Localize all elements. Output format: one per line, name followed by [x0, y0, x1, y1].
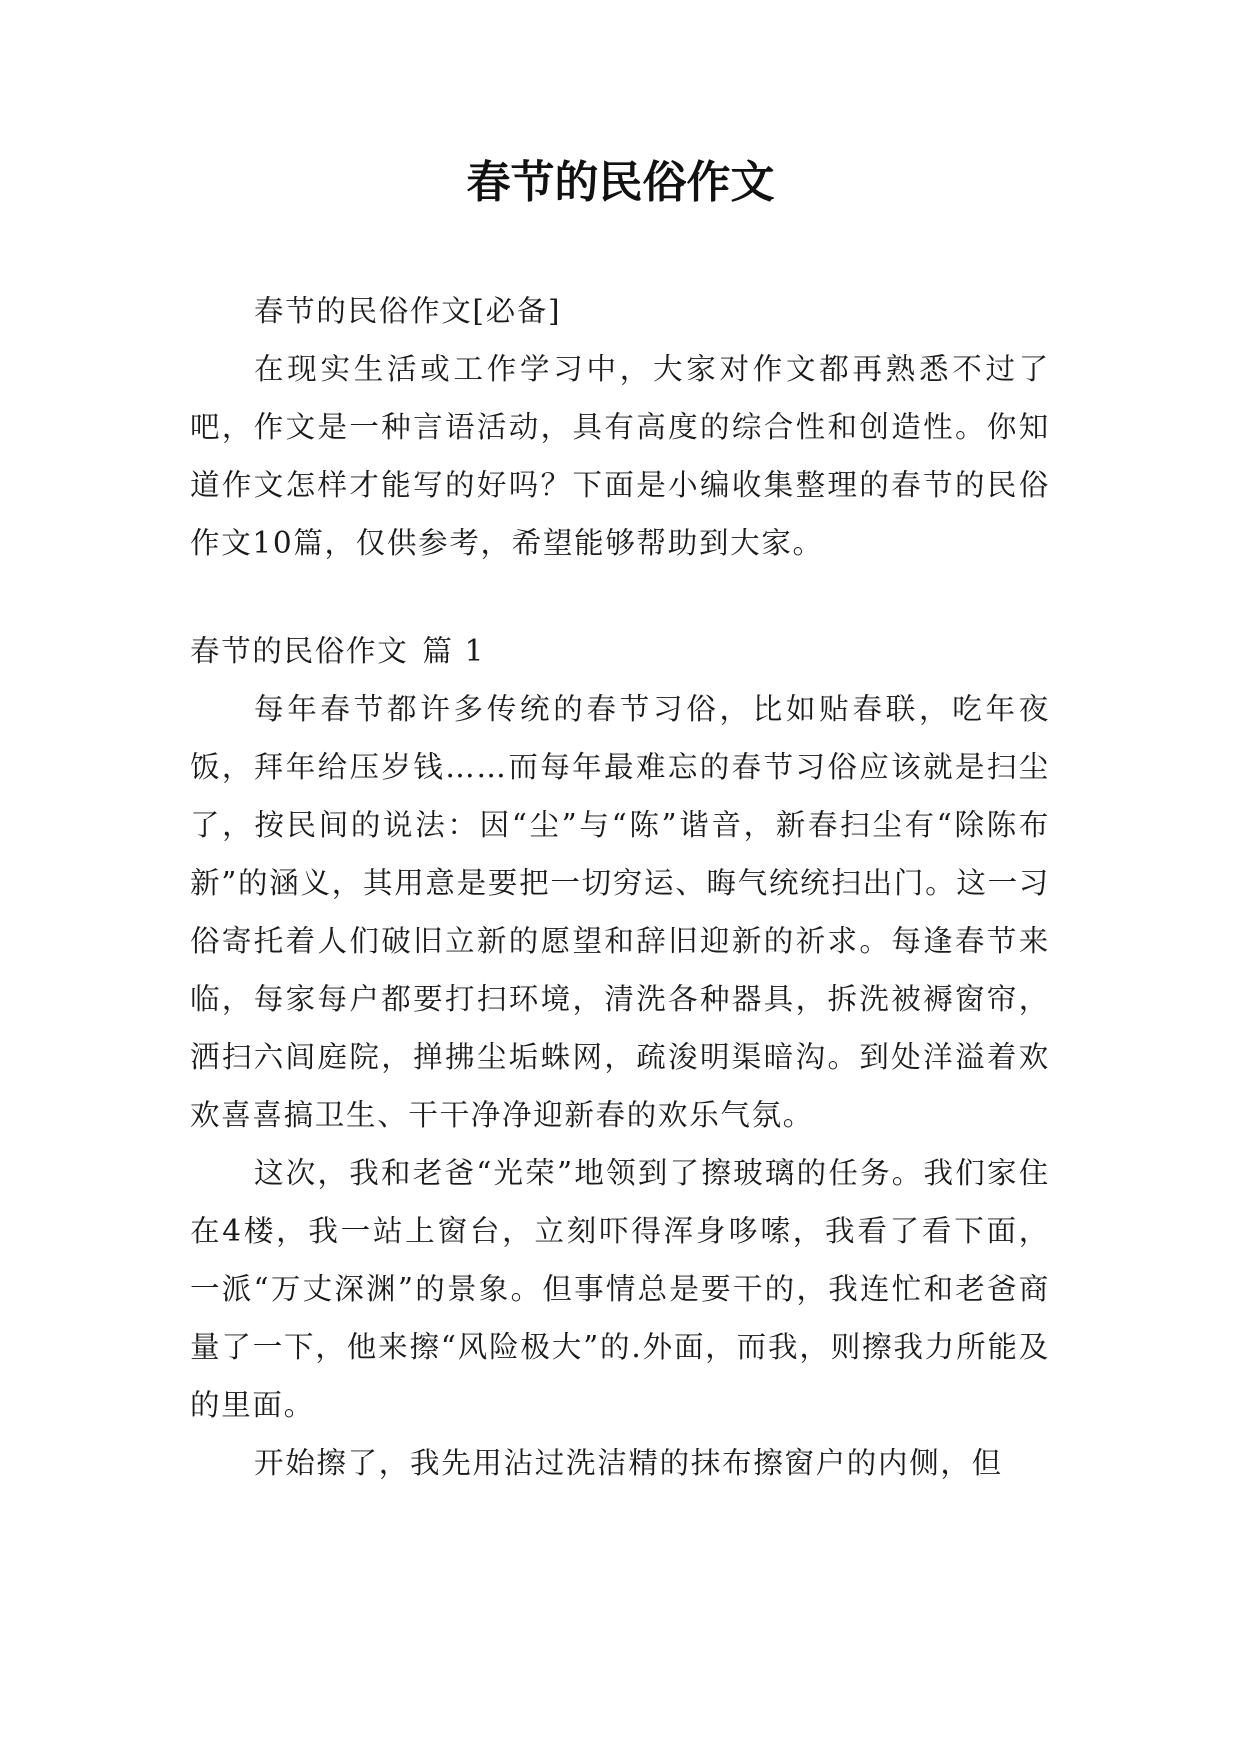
body-paragraph: 这次，我和老爸“光荣”地领到了擦玻璃的任务。我们家住在4楼，我一站上窗台，立刻吓得浑身哆嗦，我看了看下面，一派“万丈深渊”的景象。但事情总是要干的，我连忙和老爸商量了一下，他来擦“风险极大”的.外面，而我，则擦我力所能及的里面。: [190, 1156, 1050, 1422]
document-subtitle: 春节的民俗作文[必备]: [254, 294, 562, 328]
section-heading-title: 春节的民俗作文: [190, 634, 409, 668]
body-paragraph: 每年春节都许多传统的春节习俗，比如贴春联，吃年夜饭，拜年给压岁钱……而每年最难忘的春节习俗应该就是扫尘了，按民间的说法：因“尘”与“陈”谐音，新春扫尘有“除陈布新”的涵义，其用意是要把一切穷运、晦气统统扫出门。这一习俗寄托着人们破旧立新的愿望和辞旧迎新的祈求。每逢春节来临，每家每户都要打扫环境，清洗各种器具，拆洗被褥窗帘，洒扫六闾庭院，掸拂尘垢蛛网，疏浚明渠暗沟。到处洋溢着欢欢喜喜搞卫生、干干净净迎新春的欢乐气氛。: [190, 692, 1050, 1132]
intro-paragraph: 在现实生活或工作学习中，大家对作文都再熟悉不过了吧，作文是一种言语活动，具有高度的综合性和创造性。你知道作文怎样才能写的好吗？下面是小编收集整理的春节的民俗作文10篇，仅供参考，希望能够帮助到大家。: [190, 352, 1050, 560]
section-heading-number: 篇 1: [422, 634, 486, 668]
body-paragraph: 开始擦了，我先用沾过洗洁精的抹布擦窗户的内侧，但: [254, 1446, 1003, 1480]
document-body: [190, 282, 1050, 1492]
document-title: 春节的民俗作文: [466, 157, 775, 208]
section-heading: [190, 622, 1050, 680]
